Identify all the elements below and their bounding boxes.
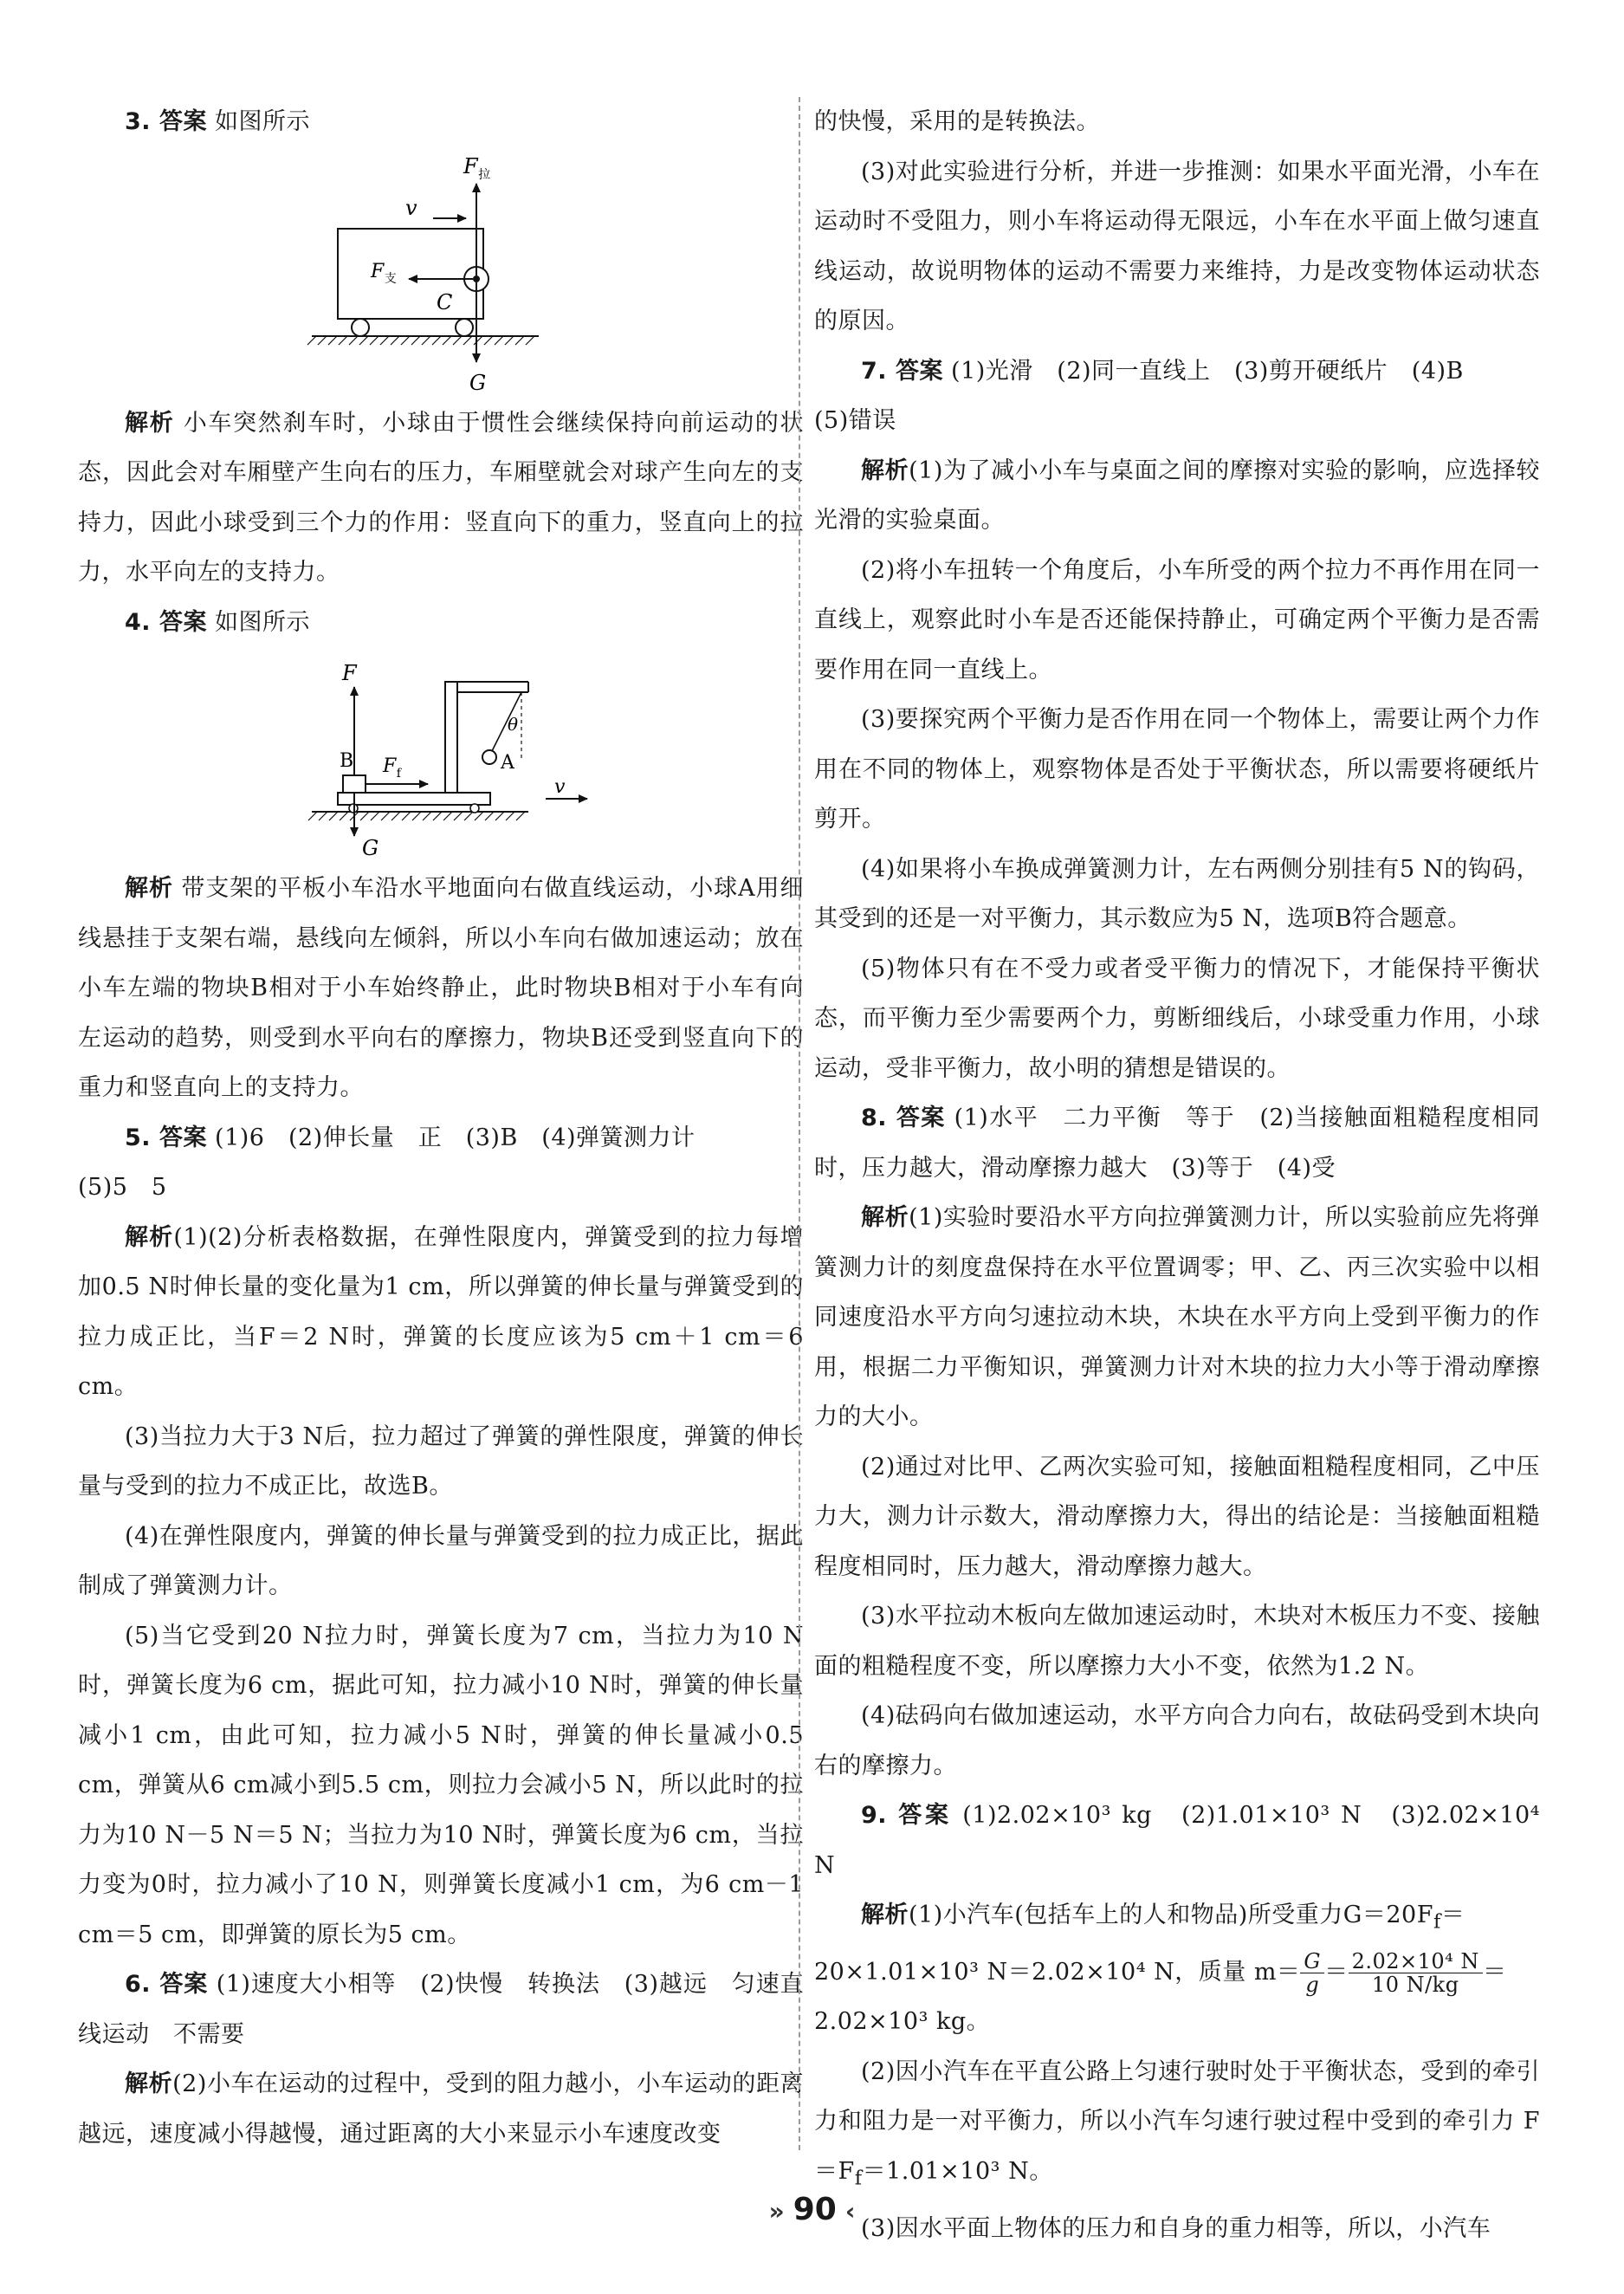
left-column bbox=[78, 97, 804, 2159]
q8-p2: (2)通过对比甲、乙两次实验可知，接触面粗糙程度相同，乙中压力大，测力计示数大，滑动摩擦力大，得出的结论是：当接触面粗糙程度相同时，压力越大，滑动摩擦力越大。 bbox=[814, 1453, 1540, 1580]
frac-mass bbox=[1349, 1950, 1483, 1996]
q4-head: 4. 答案 bbox=[125, 608, 207, 636]
q9-jiexi-head: 解析 bbox=[861, 1902, 909, 1928]
label-F: F bbox=[342, 661, 358, 685]
footer-arrow-left: » bbox=[768, 2197, 785, 2226]
q7-head: 7. 答案 bbox=[861, 357, 943, 385]
q9-answer bbox=[814, 1791, 1540, 1890]
q5-p3: (4)在弹性限度内，弹簧的伸长量与弹簧受到的拉力成正比，据此制成了弹簧测力计。 bbox=[78, 1522, 804, 1599]
q6-answer-text: (1)速度大小相等 (2)快慢 转换法 (3)越远 匀速直线运动 不需要 bbox=[78, 1971, 804, 2048]
q5-p4: (5)当它受到20 N拉力时，弹簧长度为7 cm，当拉力为10 N时，弹簧长度为6 cm，据此可知，拉力减小10 N时，弹簧的伸长量减小1 cm，由此可知，拉力减小5 N时，弹簧的伸长量减小0.5 cm，弹簧从6 cm减小到5.5 cm，则拉力会减小5 N，所以此时的拉力为10 N－5 N＝5 N；当拉力为10 N时，弹簧长度为6 cm，当拉力变为0时，拉力减小了10 N，则弹簧长度减小1 cm，为6 cm－1 cm＝5 cm，即弹簧的原长为5 cm。 bbox=[78, 1622, 804, 1948]
cart-plate bbox=[338, 793, 490, 805]
q8-answer bbox=[814, 1093, 1540, 1193]
q3-figure bbox=[78, 147, 804, 399]
q3-explanation bbox=[78, 399, 804, 598]
q9-explanation bbox=[814, 1890, 1540, 1947]
label-v: v bbox=[405, 195, 418, 220]
q6-cont-p2: (3)对此实验进行分析，并进一步推测：如果水平面光滑，小车在运动时不受阻力，则小车将运动得无限远，小车在水平面上做匀速直线运动，故说明物体的运动不需要力来维持，力是改变物体运动状态的原因。 bbox=[814, 158, 1540, 334]
q3-jiexi-text: 小车突然刹车时，小球由于惯性会继续保持向前运动的状态，因此会对车厢壁产生向右的压力，车厢壁就会对球产生向左的支持力，因此小球受到三个力的作用：竖直向下的重力，竖直向上的拉力，水平向左的支持力。 bbox=[78, 409, 805, 586]
footer-arrow-right: ‹ bbox=[844, 2197, 856, 2226]
q8-explanation bbox=[814, 1193, 1540, 1442]
q6-p1: (2)小车在运动的过程中，受到的阻力越小，小车运动的距离越远，速度减小得越慢，通过距离的大小来显示小车速度改变 bbox=[78, 2070, 805, 2148]
page-footer bbox=[0, 2192, 1624, 2227]
label-theta: θ bbox=[508, 714, 519, 735]
column-divider bbox=[799, 97, 800, 2150]
block-B bbox=[343, 775, 366, 793]
q7-p3: (3)要探究两个平衡力是否作用在同一个物体上，需要让两个力作用在不同的物体上，观察物体是否处于平衡状态，所以需要将硬纸片剪开。 bbox=[814, 706, 1540, 833]
cart-wheel bbox=[352, 319, 369, 336]
q8-p1: (1)实验时要沿水平方向拉弹簧测力计，所以实验前应先将弹簧测力计的刻度盘保持在水平位置调零；甲、乙、丙三次实验中以相同速度沿水平方向匀速拉动木块，木块在水平方向上受到平衡力的作用，根据二力平衡知识，弹簧测力计对木块的拉力大小等于滑动摩擦力的大小。 bbox=[814, 1204, 1541, 1430]
q9-mass-line bbox=[814, 1947, 1540, 1998]
q3-jiexi-head: 解析 bbox=[125, 409, 175, 437]
q7-p1: (1)为了减小小车与桌面之间的摩擦对实验的影响，应选择较光滑的实验桌面。 bbox=[814, 457, 1541, 534]
q9-answer-text: (1)2.02×10³ kg (2)1.01×10³ N (3)2.02×10⁴ N bbox=[814, 1802, 1540, 1879]
q5-head: 5. 答案 bbox=[125, 1124, 207, 1151]
frac-G-g bbox=[1300, 1950, 1324, 1996]
q3-answer-text: 如图所示 bbox=[215, 108, 311, 135]
frac1-den: g bbox=[1305, 1972, 1320, 1997]
q6-answer bbox=[78, 1960, 804, 2059]
q4-answer-text: 如图所示 bbox=[215, 608, 311, 636]
q7-p5: (5)物体只有在不受力或者受平衡力的情况下，才能保持平衡状态，而平衡力至少需要两个力，剪断细线后，小球受重力作用，小球运动，受非平衡力，故小明的猜想是错误的。 bbox=[814, 955, 1540, 1082]
q4-jiexi-text: 带支架的平板小车沿水平地面向右做直线运动，小球A用细线悬挂于支架右端，悬线向左倾斜，所以小车向右做加速运动；放在小车左端的物块B相对于小车始终静止，此时物块B相对于小车有向左运动的趋势，则受到水平向右的摩擦力，物块B还受到竖直向下的重力和竖直向上的支持力。 bbox=[78, 875, 804, 1101]
q9-p1a: (1)小汽车(包括车上的人和物品)所受重力G＝20F bbox=[909, 1902, 1433, 1928]
q6-head: 6. 答案 bbox=[125, 1971, 209, 1998]
cart-body bbox=[338, 229, 483, 319]
q9-mass-text: 20×1.01×10³ N＝2.02×10⁴ N，质量 m＝ bbox=[814, 1958, 1301, 1986]
q5-p1: (1)(2)分析表格数据，在弹性限度内，弹簧受到的拉力每增加0.5 N时伸长量的变化量为1 cm，所以弹簧的伸长量与弹簧受到的拉力成正比，当F＝2 N时，弹簧的长度应该为5 cm＋1 cm＝6 cm。 bbox=[78, 1223, 805, 1400]
label-G: G bbox=[362, 836, 379, 860]
q9-p2 bbox=[814, 2047, 1540, 2204]
label-C: C bbox=[437, 289, 453, 314]
q5-explanation bbox=[78, 1213, 804, 1412]
q9-p1a-sub: f bbox=[1433, 1910, 1441, 1934]
label-F-zhi: $F_支$ bbox=[371, 260, 398, 286]
q8-head: 8. 答案 bbox=[861, 1105, 946, 1131]
q5-answer bbox=[78, 1113, 804, 1163]
q9-eq: ＝ bbox=[1324, 1958, 1349, 1986]
q7-explanation bbox=[814, 446, 1540, 546]
q3-answer bbox=[78, 97, 804, 147]
q7-p4: (4)如果将小车换成弹簧测力计，左右两侧分别挂有5 N的钩码，其受到的还是一对平衡力，其示数应为5 N，选项B符合题意。 bbox=[814, 855, 1540, 932]
q7-p2: (2)将小车扭转一个角度后，小车所受的两个拉力不再作用在同一直线上，观察此时小车是否还能保持静止，可确定两个平衡力是否需要作用在同一直线上。 bbox=[814, 556, 1540, 684]
q5-answer-cont: (5)5 5 bbox=[78, 1174, 167, 1201]
right-column bbox=[814, 97, 1540, 2253]
q4-explanation bbox=[78, 864, 804, 1113]
page-number: 90 bbox=[793, 2192, 837, 2227]
label-A: A bbox=[501, 752, 515, 774]
q8-answer-text: (1)水平 二力平衡 等于 (2)当接触面粗糙程度相同时，压力越大，滑动摩擦力越大 (3)等于 (4)受 bbox=[814, 1105, 1540, 1182]
q5-jiexi-head: 解析 bbox=[125, 1223, 174, 1251]
q9-p2-sub: f bbox=[854, 2167, 863, 2190]
q4-jiexi-head: 解析 bbox=[125, 875, 173, 902]
q4-answer bbox=[78, 598, 804, 648]
q6-explanation bbox=[78, 2059, 804, 2159]
q9-p1-line3: 2.02×10³ kg。 bbox=[814, 2008, 991, 2036]
q8-p3: (3)水平拉动木板向左做加速运动时，木块对木板压力不变、接触面的粗糙程度不变，所以摩擦力大小不变，依然为1.2 N。 bbox=[814, 1603, 1540, 1680]
q7-jiexi-head: 解析 bbox=[861, 457, 909, 484]
frac2-num: 2.02×10⁴ N bbox=[1349, 1950, 1483, 1973]
label-B: B bbox=[340, 750, 354, 772]
q9-p3: (3)因水平面上物体的压力和自身的重力相等，所以，小汽车 bbox=[861, 2214, 1491, 2242]
support-frame bbox=[445, 682, 457, 793]
q6-cont-p1: 的快慢，采用的是转换法。 bbox=[814, 108, 1100, 135]
q5-p2: (3)当拉力大于3 N后，拉力超过了弹簧的弹性限度，弹簧的伸长量与受到的拉力不成正比，故选B。 bbox=[78, 1422, 804, 1500]
q7-answer-line1: (1)光滑 (2)同一直线上 (3)剪开硬纸片 (4)B bbox=[951, 357, 1464, 385]
label-Ff: $F_f$ bbox=[383, 755, 402, 781]
label-F-la: $F_拉$ bbox=[463, 153, 491, 182]
q6-jiexi-head: 解析 bbox=[125, 2070, 173, 2097]
q9-p2b: ＝1.01×10³ N。 bbox=[862, 2157, 1053, 2185]
label-v: v bbox=[554, 776, 566, 798]
q8-p4: (4)砝码向右做加速运动，水平方向合力向右，故砝码受到木块向右的摩擦力。 bbox=[814, 1702, 1540, 1779]
q9-p2a: (2)因小汽车在平直公路上匀速行驶时处于平衡状态，受到的牵引力和阻力是一对平衡力，所以小汽车匀速行驶过程中受到的牵引力 F＝F bbox=[814, 2057, 1540, 2185]
q9-p1b: ＝ bbox=[1440, 1902, 1465, 1928]
ball-A bbox=[482, 750, 496, 764]
cart-wheel bbox=[456, 319, 473, 336]
q8-jiexi-head: 解析 bbox=[861, 1204, 909, 1231]
q7-answer-cont: (5)错误 bbox=[814, 407, 896, 434]
q4-figure bbox=[78, 647, 804, 864]
q9-eq-end: ＝ bbox=[1482, 1958, 1507, 1986]
q5-answer-line1: (1)6 (2)伸长量 正 (3)B (4)弹簧测力计 bbox=[215, 1124, 696, 1151]
q9-head: 9. 答案 bbox=[861, 1802, 952, 1829]
frac2-den: 10 N/kg bbox=[1371, 1972, 1459, 1997]
q7-answer bbox=[814, 347, 1540, 397]
frac1-num: G bbox=[1300, 1950, 1324, 1973]
q3-head: 3. 答案 bbox=[125, 108, 207, 135]
label-G: G bbox=[469, 370, 487, 395]
